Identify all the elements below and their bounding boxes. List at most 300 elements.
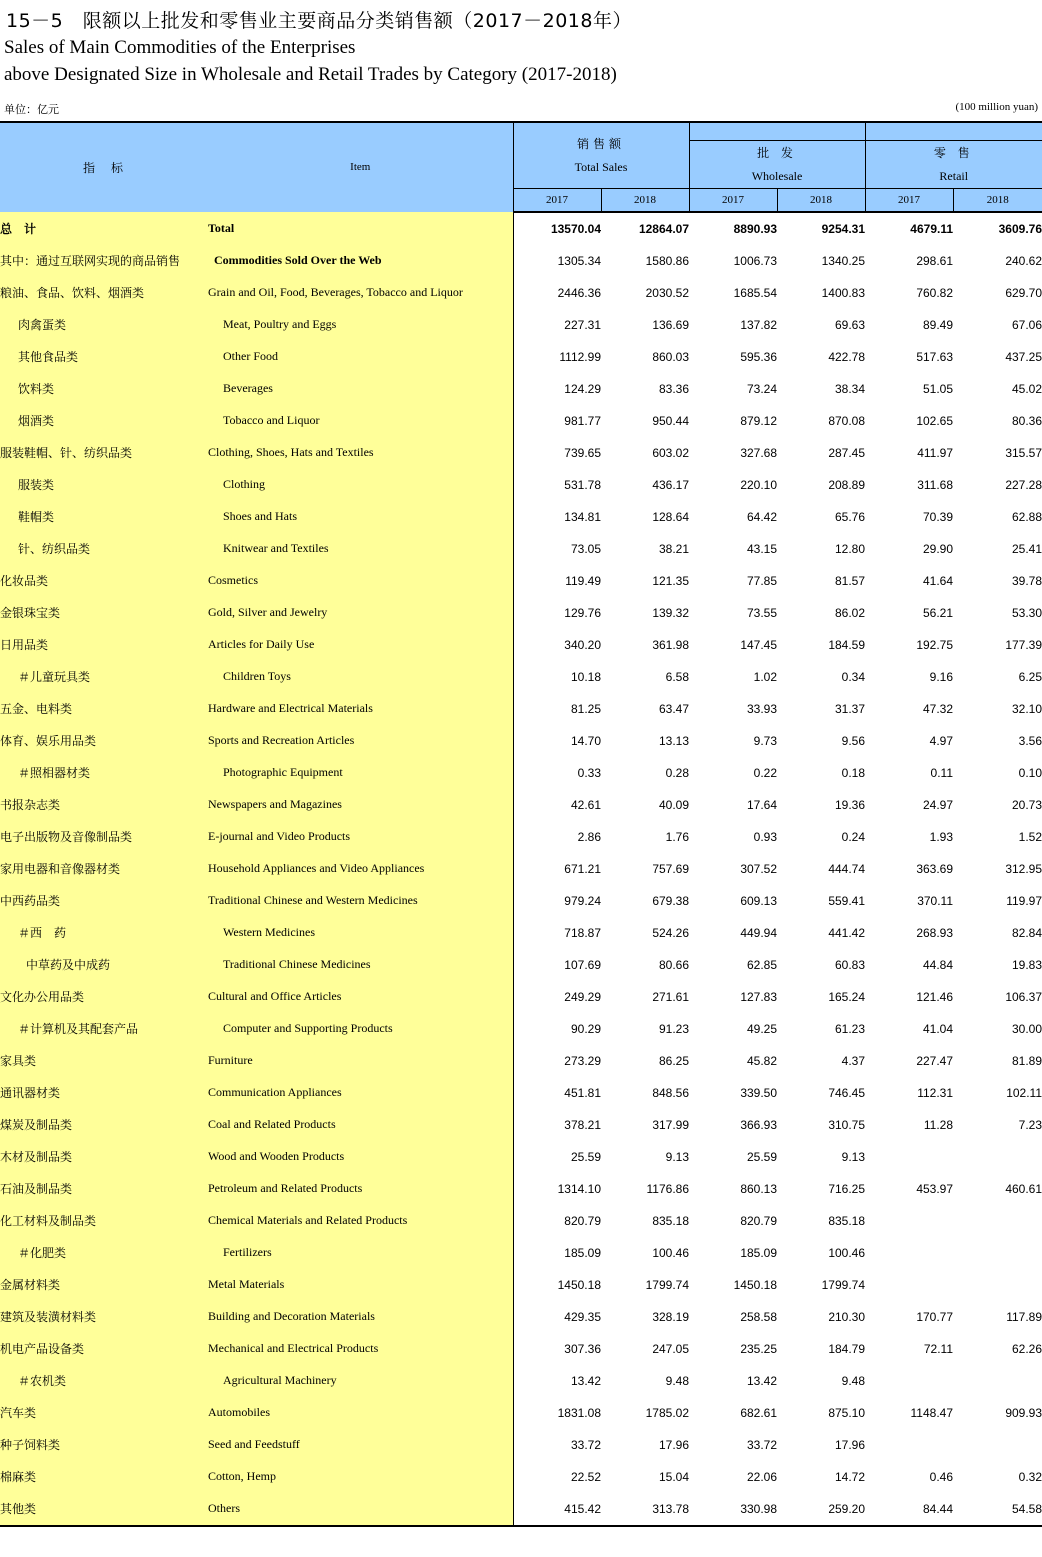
indicator-cell: ＃儿童玩具类 [0, 661, 208, 693]
item-cell: Traditional Chinese Medicines [208, 949, 513, 981]
value-cell: 81.25 [513, 693, 601, 725]
value-cell: 1450.18 [513, 1269, 601, 1301]
value-cell: 121.35 [601, 565, 689, 597]
table-row [0, 1141, 1042, 1173]
indicator-cell: 日用品类 [0, 629, 208, 661]
value-cell: 340.20 [513, 629, 601, 661]
indicator-cell: 汽车类 [0, 1397, 208, 1429]
value-cell: 1799.74 [777, 1269, 865, 1301]
value-cell: 1305.34 [513, 245, 601, 277]
value-cell: 739.65 [513, 437, 601, 469]
value-cell: 11.28 [865, 1109, 953, 1141]
item-cell: Tobacco and Liquor [208, 405, 513, 437]
value-cell: 981.77 [513, 405, 601, 437]
value-cell: 84.44 [865, 1493, 953, 1526]
item-cell: Commodities Sold Over the Web [208, 245, 513, 277]
total-sales-header [513, 122, 689, 188]
value-cell: 603.02 [601, 437, 689, 469]
indicator-cell: 文化办公用品类 [0, 981, 208, 1013]
indicator-cell: 种子饲料类 [0, 1429, 208, 1461]
value-cell: 65.76 [777, 501, 865, 533]
value-cell: 47.32 [865, 693, 953, 725]
value-cell: 86.25 [601, 1045, 689, 1077]
value-cell: 460.61 [953, 1173, 1042, 1205]
item-cell: Fertilizers [208, 1237, 513, 1269]
value-cell: 716.25 [777, 1173, 865, 1205]
value-cell [865, 1365, 953, 1397]
value-cell: 0.24 [777, 821, 865, 853]
value-cell: 73.24 [689, 373, 777, 405]
value-cell: 139.32 [601, 597, 689, 629]
indicator-cell: 机电产品设备类 [0, 1333, 208, 1365]
value-cell: 127.83 [689, 981, 777, 1013]
value-cell: 177.39 [953, 629, 1042, 661]
value-cell: 1006.73 [689, 245, 777, 277]
value-cell: 77.85 [689, 565, 777, 597]
value-cell: 41.64 [865, 565, 953, 597]
value-cell: 89.49 [865, 309, 953, 341]
value-cell: 1450.18 [689, 1269, 777, 1301]
value-cell: 3.56 [953, 725, 1042, 757]
value-cell [865, 1205, 953, 1237]
table-row [0, 245, 1042, 277]
value-cell: 67.06 [953, 309, 1042, 341]
item-cell: Furniture [208, 1045, 513, 1077]
value-cell: 112.31 [865, 1077, 953, 1109]
value-cell: 0.93 [689, 821, 777, 853]
value-cell: 1785.02 [601, 1397, 689, 1429]
value-cell: 0.46 [865, 1461, 953, 1493]
value-cell: 29.90 [865, 533, 953, 565]
value-cell: 444.74 [777, 853, 865, 885]
value-cell: 860.03 [601, 341, 689, 373]
total-sales-header-en: Total Sales [574, 160, 628, 175]
item-cell: Automobiles [208, 1397, 513, 1429]
indicator-cell: 其他类 [0, 1493, 208, 1526]
table-row [0, 757, 1042, 789]
value-cell: 32.10 [953, 693, 1042, 725]
indicator-cell: ＃计算机及其配套产品 [0, 1013, 208, 1045]
item-cell: Western Medicines [208, 917, 513, 949]
value-cell: 91.23 [601, 1013, 689, 1045]
value-cell: 848.56 [601, 1077, 689, 1109]
value-cell: 315.57 [953, 437, 1042, 469]
value-cell: 1176.86 [601, 1173, 689, 1205]
value-cell: 746.45 [777, 1077, 865, 1109]
value-cell: 820.79 [689, 1205, 777, 1237]
value-cell: 56.21 [865, 597, 953, 629]
value-cell: 54.58 [953, 1493, 1042, 1526]
retail-header-en: Retail [939, 169, 969, 183]
item-cell: Coal and Related Products [208, 1109, 513, 1141]
value-cell: 22.06 [689, 1461, 777, 1493]
value-cell: 220.10 [689, 469, 777, 501]
indicator-cell: 总 计 [0, 212, 208, 245]
value-cell: 330.98 [689, 1493, 777, 1526]
value-cell: 81.57 [777, 565, 865, 597]
item-cell: Knitwear and Textiles [208, 533, 513, 565]
value-cell: 378.21 [513, 1109, 601, 1141]
value-cell: 45.82 [689, 1045, 777, 1077]
value-cell: 449.94 [689, 917, 777, 949]
value-cell: 33.72 [689, 1429, 777, 1461]
year-header: 2017 [865, 188, 953, 212]
indicator-cell: 书报杂志类 [0, 789, 208, 821]
item-cell: Wood and Wooden Products [208, 1141, 513, 1173]
value-cell: 17.96 [777, 1429, 865, 1461]
item-cell: Traditional Chinese and Western Medicines [208, 885, 513, 917]
value-cell: 453.97 [865, 1173, 953, 1205]
value-cell: 73.05 [513, 533, 601, 565]
value-cell: 4.97 [865, 725, 953, 757]
table-row [0, 1173, 1042, 1205]
value-cell: 0.34 [777, 661, 865, 693]
value-cell: 9.73 [689, 725, 777, 757]
value-cell: 165.24 [777, 981, 865, 1013]
value-cell [953, 1269, 1042, 1301]
value-cell [865, 1429, 953, 1461]
value-cell: 0.11 [865, 757, 953, 789]
value-cell [953, 1205, 1042, 1237]
value-cell: 19.36 [777, 789, 865, 821]
value-cell: 72.11 [865, 1333, 953, 1365]
value-cell: 0.28 [601, 757, 689, 789]
indicator-header: 指 标 [0, 122, 208, 212]
value-cell: 13.42 [513, 1365, 601, 1397]
value-cell: 134.81 [513, 501, 601, 533]
indicator-cell: 家用电器和音像器材类 [0, 853, 208, 885]
value-cell: 17.64 [689, 789, 777, 821]
value-cell: 875.10 [777, 1397, 865, 1429]
indicator-cell: 木材及制品类 [0, 1141, 208, 1173]
value-cell: 24.97 [865, 789, 953, 821]
value-cell: 1.52 [953, 821, 1042, 853]
value-cell: 287.45 [777, 437, 865, 469]
value-cell: 227.47 [865, 1045, 953, 1077]
year-header: 2018 [601, 188, 689, 212]
value-cell: 81.89 [953, 1045, 1042, 1077]
value-cell: 128.64 [601, 501, 689, 533]
value-cell: 820.79 [513, 1205, 601, 1237]
value-cell: 86.02 [777, 597, 865, 629]
value-cell: 609.13 [689, 885, 777, 917]
value-cell: 102.65 [865, 405, 953, 437]
value-cell: 38.21 [601, 533, 689, 565]
value-cell: 328.19 [601, 1301, 689, 1333]
value-cell: 298.61 [865, 245, 953, 277]
table-row [0, 981, 1042, 1013]
indicator-cell: 体育、娱乐用品类 [0, 725, 208, 757]
value-cell: 119.49 [513, 565, 601, 597]
table-body [0, 212, 1042, 1526]
item-cell: Total [208, 212, 513, 245]
value-cell [865, 1237, 953, 1269]
indicator-cell: 服装类 [0, 469, 208, 501]
table-row [0, 693, 1042, 725]
indicator-cell: 金银珠宝类 [0, 597, 208, 629]
value-cell: 436.17 [601, 469, 689, 501]
table-row [0, 725, 1042, 757]
value-cell: 10.18 [513, 661, 601, 693]
value-cell: 12.80 [777, 533, 865, 565]
table-row [0, 501, 1042, 533]
value-cell: 14.72 [777, 1461, 865, 1493]
value-cell: 6.58 [601, 661, 689, 693]
table-row [0, 1461, 1042, 1493]
value-cell: 2030.52 [601, 277, 689, 309]
value-cell: 185.09 [513, 1237, 601, 1269]
table-title-en-line1: Sales of Main Commodities of the Enterprises [4, 37, 356, 58]
value-cell: 517.63 [865, 341, 953, 373]
value-cell: 70.39 [865, 501, 953, 533]
value-cell: 9254.31 [777, 212, 865, 245]
value-cell: 4.37 [777, 1045, 865, 1077]
table-title-en-line2: above Designated Size in Wholesale and Retail Trades by Category (2017-2018) [4, 64, 617, 85]
value-cell: 249.29 [513, 981, 601, 1013]
indicator-cell: ＃照相器材类 [0, 757, 208, 789]
value-cell: 119.97 [953, 885, 1042, 917]
value-cell: 0.22 [689, 757, 777, 789]
indicator-cell: 石油及制品类 [0, 1173, 208, 1205]
value-cell: 9.16 [865, 661, 953, 693]
indicator-cell: 煤炭及制品类 [0, 1109, 208, 1141]
table-row [0, 1077, 1042, 1109]
value-cell: 307.52 [689, 853, 777, 885]
indicator-cell: 中草药及中成药 [0, 949, 208, 981]
table-row [0, 821, 1042, 853]
table-row [0, 341, 1042, 373]
value-cell: 44.84 [865, 949, 953, 981]
value-cell: 271.61 [601, 981, 689, 1013]
value-cell [865, 1141, 953, 1173]
item-cell: Grain and Oil, Food, Beverages, Tobacco and Liquor [208, 277, 513, 309]
value-cell: 210.30 [777, 1301, 865, 1333]
value-cell: 14.70 [513, 725, 601, 757]
value-cell: 247.05 [601, 1333, 689, 1365]
table-row [0, 789, 1042, 821]
indicator-cell: 通讯器材类 [0, 1077, 208, 1109]
table-row [0, 373, 1042, 405]
item-cell: Sports and Recreation Articles [208, 725, 513, 757]
value-cell: 1400.83 [777, 277, 865, 309]
retail-header [865, 140, 1042, 188]
table-row [0, 853, 1042, 885]
value-cell: 9.48 [777, 1365, 865, 1397]
unit-label-en: (100 million yuan) [955, 101, 1038, 113]
year-header: 2018 [953, 188, 1042, 212]
value-cell: 258.58 [689, 1301, 777, 1333]
indicator-cell: 中西药品类 [0, 885, 208, 917]
value-cell: 3609.76 [953, 212, 1042, 245]
table-row [0, 565, 1042, 597]
value-cell: 63.47 [601, 693, 689, 725]
value-cell: 33.93 [689, 693, 777, 725]
value-cell: 69.63 [777, 309, 865, 341]
value-cell: 307.36 [513, 1333, 601, 1365]
wholesale-header-cn: 批 发 [757, 146, 797, 160]
value-cell: 25.59 [689, 1141, 777, 1173]
value-cell: 100.46 [777, 1237, 865, 1269]
item-cell: Children Toys [208, 661, 513, 693]
table-row [0, 309, 1042, 341]
item-cell: Others [208, 1493, 513, 1526]
value-cell: 208.89 [777, 469, 865, 501]
table-row [0, 1109, 1042, 1141]
value-cell: 757.69 [601, 853, 689, 885]
value-cell: 1799.74 [601, 1269, 689, 1301]
value-cell [953, 1365, 1042, 1397]
indicator-cell: 饮料类 [0, 373, 208, 405]
value-cell: 451.81 [513, 1077, 601, 1109]
table-row [0, 1269, 1042, 1301]
table-row [0, 1205, 1042, 1237]
year-header: 2018 [777, 188, 865, 212]
value-cell: 1685.54 [689, 277, 777, 309]
item-cell: Mechanical and Electrical Products [208, 1333, 513, 1365]
value-cell: 42.61 [513, 789, 601, 821]
value-cell: 43.15 [689, 533, 777, 565]
indicator-cell: 家具类 [0, 1045, 208, 1077]
value-cell [953, 1237, 1042, 1269]
indicator-cell: 烟酒类 [0, 405, 208, 437]
value-cell: 102.11 [953, 1077, 1042, 1109]
value-cell: 137.82 [689, 309, 777, 341]
value-cell: 121.46 [865, 981, 953, 1013]
indicator-cell: 化妆品类 [0, 565, 208, 597]
value-cell: 80.36 [953, 405, 1042, 437]
indicator-cell: 粮油、食品、饮料、烟酒类 [0, 277, 208, 309]
year-header: 2017 [689, 188, 777, 212]
value-cell: 17.96 [601, 1429, 689, 1461]
item-cell: Shoes and Hats [208, 501, 513, 533]
value-cell: 870.08 [777, 405, 865, 437]
value-cell: 909.93 [953, 1397, 1042, 1429]
table-row [0, 949, 1042, 981]
value-cell: 62.88 [953, 501, 1042, 533]
indicator-cell: 服装鞋帽、针、纺织品类 [0, 437, 208, 469]
value-cell: 879.12 [689, 405, 777, 437]
value-cell: 6.25 [953, 661, 1042, 693]
value-cell: 1.93 [865, 821, 953, 853]
indicator-cell: ＃农机类 [0, 1365, 208, 1397]
item-cell: Articles for Daily Use [208, 629, 513, 661]
value-cell: 679.38 [601, 885, 689, 917]
value-cell: 184.59 [777, 629, 865, 661]
value-cell: 718.87 [513, 917, 601, 949]
item-cell: Newspapers and Magazines [208, 789, 513, 821]
value-cell: 22.52 [513, 1461, 601, 1493]
value-cell: 979.24 [513, 885, 601, 917]
value-cell: 240.62 [953, 245, 1042, 277]
table-row [0, 1429, 1042, 1461]
item-cell: Household Appliances and Video Appliances [208, 853, 513, 885]
item-cell: E-journal and Video Products [208, 821, 513, 853]
value-cell: 53.30 [953, 597, 1042, 629]
value-cell: 2.86 [513, 821, 601, 853]
value-cell: 441.42 [777, 917, 865, 949]
table-row [0, 1493, 1042, 1526]
item-cell: Chemical Materials and Related Products [208, 1205, 513, 1237]
value-cell: 9.48 [601, 1365, 689, 1397]
value-cell: 235.25 [689, 1333, 777, 1365]
table-row [0, 885, 1042, 917]
value-cell: 259.20 [777, 1493, 865, 1526]
value-cell: 129.76 [513, 597, 601, 629]
value-cell: 62.26 [953, 1333, 1042, 1365]
indicator-cell: 电子出版物及音像制品类 [0, 821, 208, 853]
value-cell: 950.44 [601, 405, 689, 437]
item-cell: Hardware and Electrical Materials [208, 693, 513, 725]
value-cell: 1340.25 [777, 245, 865, 277]
value-cell: 25.59 [513, 1141, 601, 1173]
value-cell: 531.78 [513, 469, 601, 501]
table-title-cn: 15－5 限额以上批发和零售业主要商品分类销售额（2017－2018年） [6, 10, 632, 32]
indicator-cell: ＃西 药 [0, 917, 208, 949]
value-cell: 227.28 [953, 469, 1042, 501]
item-cell: Petroleum and Related Products [208, 1173, 513, 1205]
item-cell: Agricultural Machinery [208, 1365, 513, 1397]
table-row [0, 629, 1042, 661]
value-cell: 9.13 [777, 1141, 865, 1173]
value-cell: 366.93 [689, 1109, 777, 1141]
unit-label-cn: 单位：亿元 [4, 103, 59, 116]
value-cell: 83.36 [601, 373, 689, 405]
value-cell: 415.42 [513, 1493, 601, 1526]
value-cell: 73.55 [689, 597, 777, 629]
total-sales-header-cn: 销售额 [577, 137, 626, 152]
value-cell: 682.61 [689, 1397, 777, 1429]
value-cell: 13.42 [689, 1365, 777, 1397]
value-cell: 184.79 [777, 1333, 865, 1365]
value-cell: 192.75 [865, 629, 953, 661]
wholesale-header-en: Wholesale [751, 169, 803, 183]
value-cell: 1580.86 [601, 245, 689, 277]
indicator-cell: 其他食品类 [0, 341, 208, 373]
value-cell: 9.56 [777, 725, 865, 757]
item-cell: Cosmetics [208, 565, 513, 597]
indicator-cell: ＃化肥类 [0, 1237, 208, 1269]
indicator-cell: 金属材料类 [0, 1269, 208, 1301]
value-cell: 15.04 [601, 1461, 689, 1493]
table-row [0, 212, 1042, 245]
table-row [0, 597, 1042, 629]
value-cell: 40.09 [601, 789, 689, 821]
value-cell: 1.76 [601, 821, 689, 853]
value-cell: 0.33 [513, 757, 601, 789]
item-cell: Metal Materials [208, 1269, 513, 1301]
item-cell: Seed and Feedstuff [208, 1429, 513, 1461]
value-cell: 363.69 [865, 853, 953, 885]
value-cell: 90.29 [513, 1013, 601, 1045]
item-cell: Meat, Poultry and Eggs [208, 309, 513, 341]
value-cell: 8890.93 [689, 212, 777, 245]
value-cell: 524.26 [601, 917, 689, 949]
value-cell: 339.50 [689, 1077, 777, 1109]
value-cell: 25.41 [953, 533, 1042, 565]
value-cell [865, 1269, 953, 1301]
value-cell: 60.83 [777, 949, 865, 981]
value-cell: 227.31 [513, 309, 601, 341]
item-cell: Building and Decoration Materials [208, 1301, 513, 1333]
table-row [0, 277, 1042, 309]
value-cell: 100.46 [601, 1237, 689, 1269]
value-cell: 64.42 [689, 501, 777, 533]
table-row [0, 405, 1042, 437]
item-cell: Other Food [208, 341, 513, 373]
indicator-cell: 针、纺织品类 [0, 533, 208, 565]
item-cell: Beverages [208, 373, 513, 405]
value-cell: 273.29 [513, 1045, 601, 1077]
